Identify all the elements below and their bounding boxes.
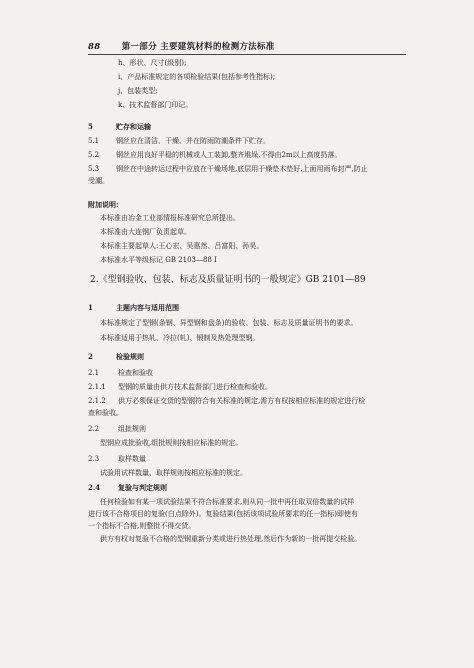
clause-continuation: 查和验收。: [88, 409, 123, 417]
clause: 5.1 钢丝应在清洁、干燥、并在防雨防潮条件下贮存。: [88, 137, 270, 145]
paragraph-line: 一个指标不合格,则整批不得交货。: [88, 522, 196, 530]
paragraph: 本标准规定了型钢(条钢、异型钢和盘条)的验收、包装、标志及质量证明书的要求。: [100, 319, 358, 327]
list-item: h、形状、尺寸(级别);: [118, 59, 187, 67]
paragraph: 试验用试样数量、取样规则按相应标准的规定。: [100, 469, 247, 477]
paragraph-line: 进行该不合格项目的复验(白点除外)。复验结果(包括该项试验所要求的任一指标)即使有: [88, 510, 358, 518]
list-item: i、产品标准规定的各项检验结果(包括参考性指标);: [118, 73, 276, 81]
appendix-line: 本标准主要起草人:王心宏、吴惠然、吕富阳、孙昊。: [100, 242, 264, 250]
list-item: j、包装类型;: [118, 87, 158, 95]
paragraph: 本标准适用于热轧、冷拉(轧)、锻制及热处理型钢。: [100, 334, 260, 342]
list-item: k、技术监督部门印记。: [118, 101, 193, 109]
section-heading: 2 检验规则: [88, 352, 144, 361]
clause: 2.1.1 型钢的质量由供方技术监督部门进行检查和验收。: [88, 383, 272, 391]
clause: 2.2 组批规则: [88, 425, 146, 433]
clause: 5.2 钢丝应用良好平稳的机械或人工装卸,整齐堆垛,不得由2m以上高度扔落。: [88, 151, 342, 159]
clause-continuation: 受潮。: [88, 177, 109, 185]
section-heading: 5 贮存和运输: [88, 122, 151, 131]
clause: 5.3 钢丝在中途转运过程中应放在干燥场地,底层用于燥垫木垫好,上面用雨布封严,防止: [88, 165, 368, 173]
clause: 2.1 检查和验收: [88, 369, 153, 377]
header-rule: [88, 54, 406, 55]
running-title: 第一部分 主要建筑材料的检测方法标准: [121, 42, 275, 52]
document-title: 2.《型钢验收、包装、标志及质量证明书的一般规定》GB 2101—89: [90, 275, 366, 285]
appendix-title: 附加说明:: [88, 200, 119, 209]
appendix-line: 本标准水平等级标记 GB 2103—88 I: [100, 256, 217, 264]
paragraph-line: 供方有权对复验不合格的型钢重新分类或进行热处理,然后作为新的一批再提交检验。: [100, 535, 362, 543]
paragraph: 型钢应成批验收,组批规则按相应标准的规定。: [100, 439, 243, 447]
clause: 2.4 复验与判定规则: [88, 483, 167, 492]
page-header: [88, 40, 408, 52]
section-heading: 1 主题内容与适用范围: [88, 303, 179, 312]
page-number: 88: [88, 42, 101, 52]
paragraph-line: 任何检验如有某一项试验结果不符合标准要求,则从同一批中再任取双倍数量的试样: [100, 498, 355, 506]
clause: 2.1.2 供方必须保证交货的型钢符合有关标准的规定,需方有权按相应标准的规定进行检: [88, 397, 366, 405]
appendix-line: 本标准由大连钢厂负责起草。: [100, 228, 191, 236]
appendix-line: 本标准由冶金工业部情报标准研究总所提出。: [100, 214, 240, 222]
clause: 2.3 取样数量: [88, 455, 146, 463]
